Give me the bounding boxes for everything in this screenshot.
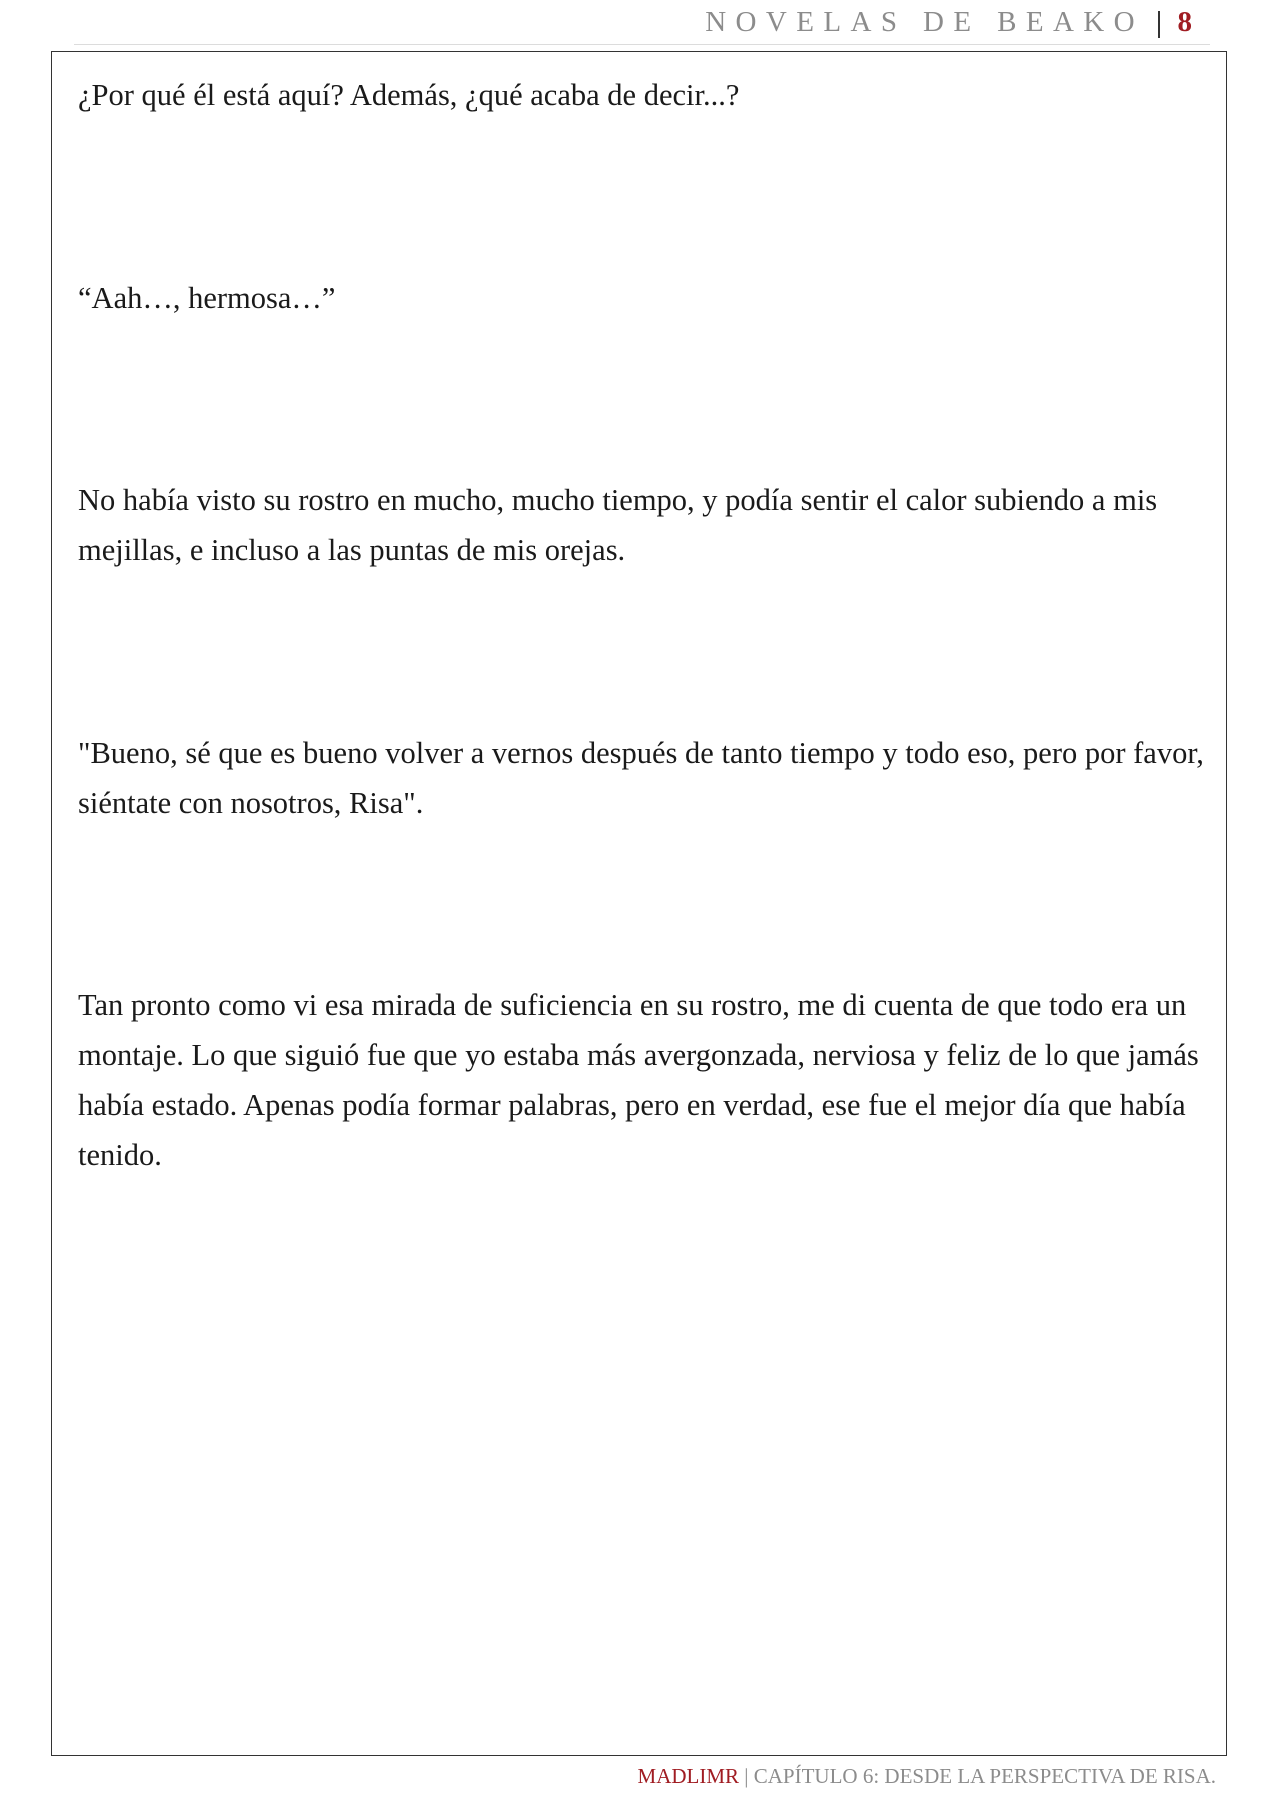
paragraph: "Bueno, sé que es bueno volver a vernos después de tanto tiempo y todo eso, pero por favor, siéntate con nosotros, Risa".	[78, 736, 1204, 820]
footer-chapter: CAPÍTULO 6: DESDE LA PERSPECTIVA DE RISA.	[753, 1764, 1216, 1788]
paragraph: “Aah…, hermosa…”	[78, 281, 336, 315]
page-number: 8	[1177, 6, 1192, 38]
header-title: NOVELAS DE BEAKO	[705, 6, 1144, 38]
footer-separator: |	[744, 1764, 749, 1788]
header-divider	[1158, 11, 1160, 38]
footer-author: MADLIMR	[637, 1764, 740, 1788]
page-header	[74, 0, 1210, 45]
page-footer	[638, 1764, 1216, 1789]
text-frame	[51, 51, 1227, 1756]
paragraph: Tan pronto como vi esa mirada de suficiencia en su rostro, me di cuenta de que todo era un montaje. Lo que siguió fue que yo estaba más avergonzada, nerviosa y feliz de lo que jamás había estado. Apenas podía formar palabras, pero en verdad, ese fue el mejor día que había tenido.	[78, 988, 1199, 1172]
paragraph: No había visto su rostro en mucho, mucho tiempo, y podía sentir el calor subiendo a mis mejillas, e incluso a las puntas de mis orejas.	[78, 483, 1158, 567]
paragraph: ¿Por qué él está aquí? Además, ¿qué acaba de decir...?	[78, 78, 740, 112]
